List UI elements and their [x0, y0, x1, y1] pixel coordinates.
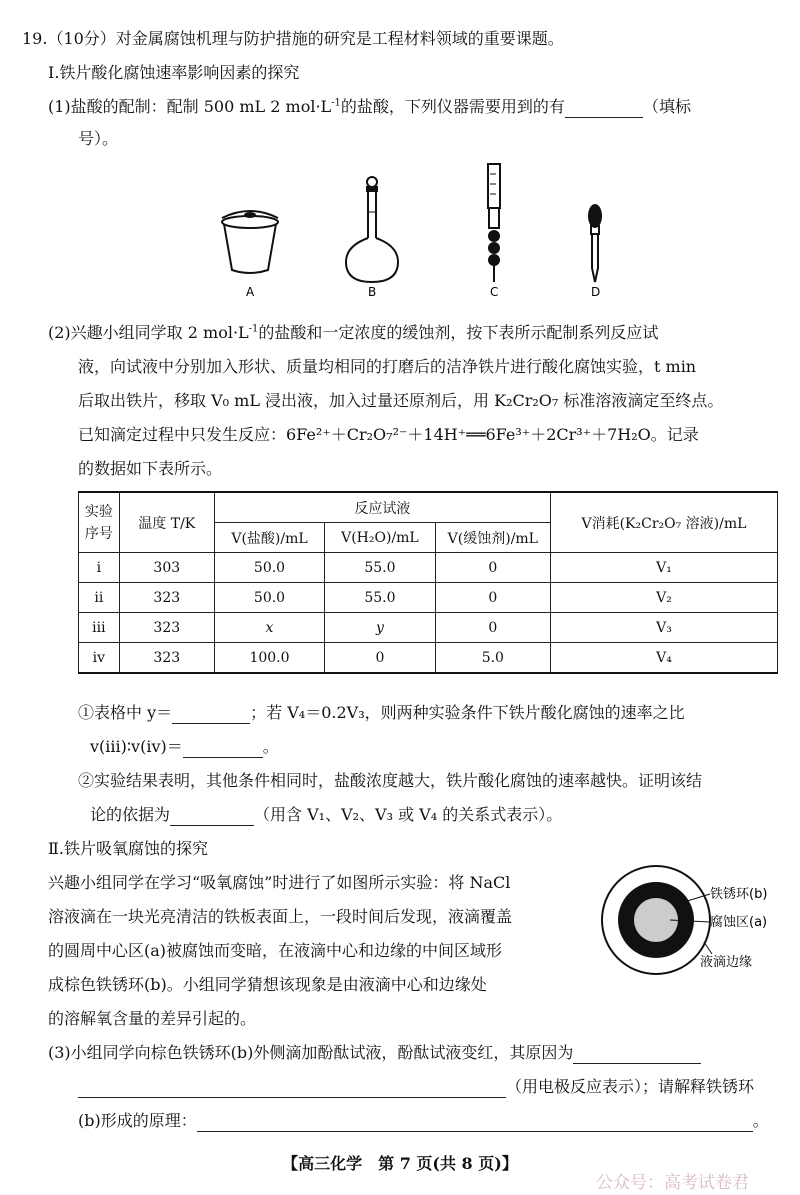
p2-line1: 兴趣小组同学在学习“吸氧腐蚀”时进行了如图所示实验：将 NaCl: [48, 873, 511, 892]
label-edge: 液滴边缘: [700, 955, 753, 970]
part2-title: Ⅱ.铁片吸氧腐蚀的探究: [48, 839, 208, 858]
q1-text-a: (1)盐酸的配制：配制 500 mL 2 mol·L: [48, 97, 332, 116]
q3-line1: (3)小组同学向棕色铁锈环(b)外侧滴加酚酞试液，酚酞试液变红，其原因为: [48, 1042, 701, 1064]
q2-text-b: 的盐酸和一定浓度的缓蚀剂，按下表所示配制系列反应试: [258, 323, 659, 342]
answer-blank-q3c[interactable]: [197, 1115, 753, 1132]
answer-blank-y[interactable]: [172, 707, 250, 724]
label-d: D: [591, 285, 601, 299]
q2-sup: -1: [248, 323, 259, 335]
watermark: 公众号：高考试卷君: [596, 1173, 749, 1193]
header-seq: 实验 序号: [79, 492, 120, 553]
crucible-icon: [222, 211, 278, 273]
answer-blank-relation[interactable]: [170, 809, 254, 826]
question-title: 19.（10分）对金属腐蚀机理与防护措施的研究是工程材料领域的重要课题。: [22, 29, 564, 48]
header-reagent: 反应试液: [214, 492, 550, 523]
q3-line3: (b)形成的原理： 。: [78, 1111, 769, 1130]
q1-line1: [48, 96, 691, 118]
header-temp: 温度 T/K: [119, 492, 214, 553]
instruments-figure: [200, 160, 620, 305]
q2-line5: 的数据如下表所示。: [78, 459, 223, 478]
p2-line5: 的溶解氧含量的差异引起的。: [48, 1009, 257, 1028]
header-titration: V消耗(K₂Cr₂O₇ 溶液)/mL: [550, 492, 777, 553]
label-corrosion: 腐蚀区(a): [710, 915, 768, 930]
q2-line2: 液，向试液中分别加入形状、质量均相同的打磨后的洁净铁片进行酸化腐蚀实验，t min: [78, 357, 697, 376]
droplet-diagram: [598, 862, 790, 990]
burette-icon: [488, 164, 500, 282]
p2-line3: 的圆周中心区(a)被腐蚀而变暗，在液滴中心和边缘的中间区域形: [48, 941, 503, 960]
sub2-line1: ②实验结果表明，其他条件相同时，盐酸浓度越大，铁片酸化腐蚀的速率越快。证明该结: [78, 771, 703, 790]
label-b: B: [368, 285, 377, 299]
sub1-line1: ①表格中 y＝ ；若 V₄＝0.2V₃，则两种实验条件下铁片酸化腐蚀的速率之比: [78, 703, 685, 722]
answer-blank-ratio[interactable]: [183, 741, 263, 758]
q2-line3: 后取出铁片，移取 V₀ mL 浸出液，加入过量还原剂后，用 K₂Cr₂O₇ 标准溶液滴定至终点。: [78, 391, 724, 410]
header-hcl: V(盐酸)/mL: [214, 523, 324, 553]
answer-blank-q3b[interactable]: [78, 1081, 506, 1098]
sub1-line2: v(ⅲ)∶v(ⅳ)＝ 。: [90, 737, 279, 756]
p2-line2: 溶液滴在一块光亮清洁的铁板表面上，一段时间后发现，液滴覆盖: [48, 907, 513, 926]
label-rust-ring: 铁锈环(b): [710, 887, 768, 902]
q2-line1: [48, 322, 658, 344]
q1-sup: -1: [331, 97, 341, 109]
page-footer: 【高三化学 第 7 页(共 8 页)】: [282, 1154, 518, 1173]
header-h2o: V(H₂O)/mL: [325, 523, 436, 553]
q3-line2: （用电极反应表示）；请解释铁锈环: [78, 1076, 754, 1098]
q2-line4: 已知滴定过程中只发生反应：6Fe²⁺＋Cr₂O₇²⁻＋14H⁺══6Fe³⁺＋2Cr³⁺＋7H₂O。记录: [78, 425, 699, 444]
data-table: [78, 491, 778, 674]
q2-text-a: (2)兴趣小组同学取 2 mol·L: [48, 323, 249, 342]
volumetric-flask-icon: [346, 177, 398, 282]
label-c: C: [490, 285, 499, 299]
sub2-line2: 论的依据为 （用含 V₁、V₂、V₃ 或 V₄ 的关系式表示）。: [90, 805, 563, 824]
answer-blank-q3a[interactable]: [573, 1047, 701, 1064]
header-inhibitor: V(缓蚀剂)/mL: [435, 523, 550, 553]
q1-text-c: （填标: [642, 97, 691, 116]
dropper-icon: [588, 204, 602, 282]
q1-text-b: 的盐酸，下列仪器需要用到的有: [340, 97, 565, 116]
label-a: A: [246, 285, 255, 299]
table-row: ⅱ 323 50.0 55.0 0 V₂: [79, 583, 778, 613]
p2-line4: 成棕色铁锈环(b)。小组同学猜想该现象是由液滴中心和边缘处: [48, 975, 487, 994]
table-row: ⅰ 303 50.0 55.0 0 V₁: [79, 553, 778, 583]
q1-line2: 号）。: [78, 129, 119, 148]
part1-title: Ⅰ.铁片酸化腐蚀速率影响因素的探究: [48, 63, 300, 82]
answer-blank[interactable]: [565, 101, 643, 118]
table-row: ⅲ 323 x y 0 V₃: [79, 613, 778, 643]
table-row: ⅳ 323 100.0 0 5.0 V₄: [79, 643, 778, 674]
